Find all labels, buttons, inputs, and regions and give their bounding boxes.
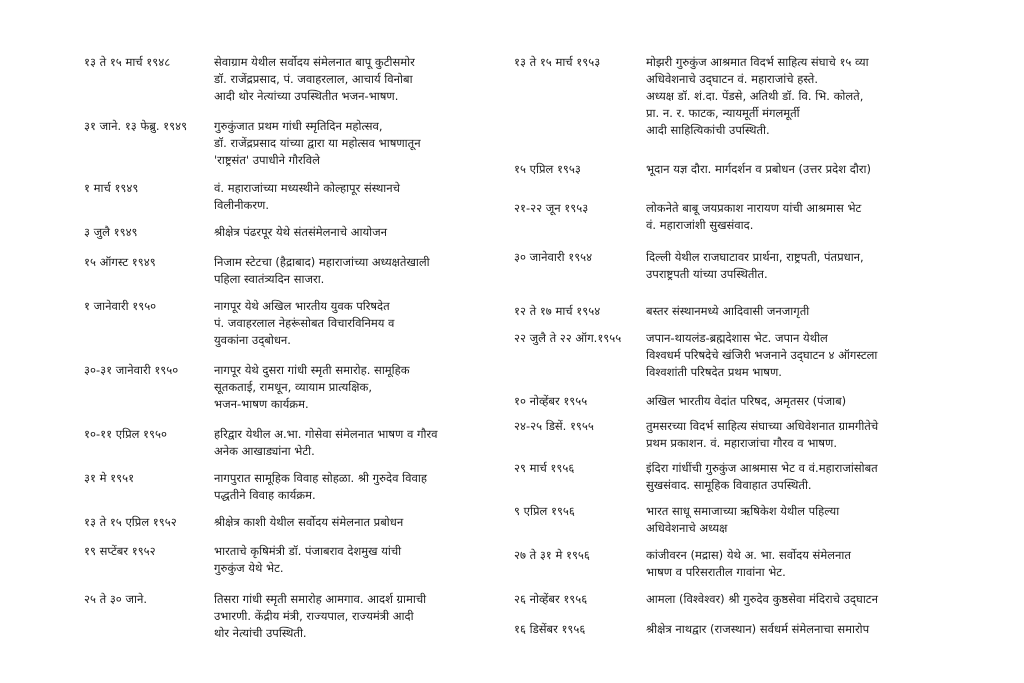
entry-date: २७ ते ३१ मे १९५६ bbox=[514, 548, 590, 562]
entry-description bbox=[646, 591, 878, 608]
description-line: आदी थोर नेत्यांच्या उपस्थितीत भजन-भाषण. bbox=[214, 89, 399, 103]
description-line: लोकनेते बाबू जयप्रकाश नारायण यांची आश्रमास भेट bbox=[646, 201, 862, 215]
entry-date: ३० जानेवारी १९५४ bbox=[514, 250, 593, 264]
entry-description bbox=[214, 180, 400, 214]
description-line: प्रा. न. र. फाटक, न्यायमूर्ती मंगलमूर्ती bbox=[646, 106, 800, 120]
entry-date: १० नोव्हेंबर १९५५ bbox=[514, 394, 588, 408]
description-line: श्रीक्षेत्र नाथद्वार (राजस्थान) सर्वधर्म संमेलनाचा समारोप bbox=[646, 622, 870, 636]
entry-description bbox=[214, 514, 403, 531]
entry-date: १३ ते १५ एप्रिल १९५२ bbox=[84, 515, 177, 529]
entry-date: १२ ते १७ मार्च १९५४ bbox=[514, 304, 601, 318]
description-line: भजन-भाषण कार्यक्रम. bbox=[214, 397, 309, 411]
entry-date: ३१ मे १९५१ bbox=[84, 471, 135, 485]
entry-date: १ जानेवारी १९५० bbox=[84, 299, 157, 313]
description-line: श्रीक्षेत्र काशी येथील सर्वोदय संमेलनात प्रबोधन bbox=[214, 515, 404, 529]
entry-description bbox=[214, 426, 438, 460]
description-line: अधिवेशनाचे उद्‌घाटन वं. महाराजांचे हस्ते. bbox=[646, 72, 818, 86]
description-line: अनेक आखाड्यांना भेटी. bbox=[214, 444, 315, 458]
entry-date: ३०-३१ जानेवारी १९५० bbox=[84, 363, 179, 377]
description-line: डॉ. राजेंद्रप्रसाद, पं. जवाहरलाल, आचार्य विनोबा bbox=[214, 72, 413, 86]
description-line: तुमसरच्या विदर्भ साहित्य संघाच्या अधिवेशनात ग्रामगीतेचे bbox=[646, 419, 879, 433]
entry-date: ३ जुलै १९४९ bbox=[84, 225, 138, 239]
description-line: अखिल भारतीय वेदांत परिषद, अमृतसर (पंजाब) bbox=[646, 394, 847, 408]
description-line: आमला (विश्वेश्वर) श्री गुरुदेव कुष्ठसेवा मंदिराचे उद्‌घाटन bbox=[646, 592, 878, 606]
description-line: अधिवेशनाचे अध्यक्ष bbox=[646, 521, 728, 535]
entry-description bbox=[214, 298, 394, 349]
description-line: पद्धतीने विवाह कार्यक्रम. bbox=[214, 488, 316, 502]
description-line: विश्वशांती परिषदेत प्रथम भाषण. bbox=[646, 365, 782, 379]
entry-date: १५ एप्रिल १९५३ bbox=[514, 162, 581, 176]
description-line: थोर नेत्यांची उपस्थिती. bbox=[214, 626, 307, 640]
description-line: सूतकताई, रामधून, व्यायाम प्रात्यक्षिक, bbox=[214, 380, 372, 394]
entry-description bbox=[214, 470, 427, 504]
description-line: गुरुकुंज येथे भेट. bbox=[214, 561, 284, 575]
description-line: युवकांना उद्‌बोधन. bbox=[214, 333, 291, 347]
entry-date: १ मार्च १९४९ bbox=[84, 181, 139, 195]
description-line: इंदिरा गांधींची गुरुकुंज आश्रमास भेट व वं.महाराजांसोबत bbox=[646, 461, 878, 475]
entry-description bbox=[646, 249, 864, 283]
entry-description bbox=[646, 330, 877, 381]
description-line: नागपुरात सामूहिक विवाह सोहळा. श्री गुरुदेव विवाह bbox=[214, 471, 427, 485]
entry-description bbox=[646, 200, 861, 234]
description-line: गुरुकुंजात प्रथम गांधी स्मृतिदिन महोत्सव, bbox=[214, 119, 383, 133]
entry-date: २१-२२ जून १९५३ bbox=[514, 201, 589, 215]
description-line: उपराष्ट्रपती यांच्या उपस्थितीत. bbox=[646, 267, 768, 281]
description-line: निजाम स्टेटचा (हैद्राबाद) महाराजांच्या अध्यक्षतेखाली bbox=[214, 255, 430, 269]
description-line: मोझरी गुरुकुंज आश्रमात विदर्भ साहित्य संघाचे १५ व्या bbox=[646, 55, 869, 69]
description-line: वं. महाराजांशी सुखसंवाद. bbox=[646, 218, 754, 232]
entry-description bbox=[646, 393, 846, 410]
entry-description bbox=[214, 591, 426, 642]
description-line: दिल्ली येथील राजघाटावर प्रार्थना, राष्ट्रपती, पंतप्रधान, bbox=[646, 250, 864, 264]
description-line: डॉ. राजेंद्रप्रसाद यांच्या द्वारा या महोत्सव भाषणातून bbox=[214, 136, 421, 150]
description-line: विलीनीकरण. bbox=[214, 198, 270, 212]
entry-date: २२ जुलै ते २२ ऑग.१९५५ bbox=[514, 331, 622, 345]
description-line: उभारणी. केंद्रीय मंत्री, राज्यपाल, राज्यमंत्री आदी bbox=[214, 609, 414, 623]
entry-description bbox=[214, 543, 401, 577]
description-line: हरिद्वार येथील अ.भा. गोसेवा संमेलनात भाषण व गौरव bbox=[214, 427, 438, 441]
entry-description bbox=[214, 362, 410, 413]
entry-date: १९ सप्टेंबर १९५२ bbox=[84, 544, 156, 558]
description-line: नागपूर येथे अखिल भारतीय युवक परिषदेत bbox=[214, 299, 390, 313]
entry-description bbox=[214, 224, 387, 241]
entry-description bbox=[646, 303, 809, 320]
description-line: जपान-थायलंड-ब्रह्मदेशास भेट. जपान येथील bbox=[646, 331, 828, 345]
description-line: वं. महाराजांच्या मध्यस्थीने कोल्हापूर संस्थानचे bbox=[214, 181, 400, 195]
description-line: भाषण व परिसरातील गावांना भेट. bbox=[646, 565, 786, 579]
entry-description bbox=[646, 621, 869, 638]
entry-date: १३ ते १५ मार्च १९५३ bbox=[514, 55, 601, 69]
entry-date: १६ डिसेंबर १९५६ bbox=[514, 622, 586, 636]
description-line: अध्यक्ष डॉ. शं.दा. पेंडसे, अतिथी डॉ. वि. भि. कोलते, bbox=[646, 89, 864, 103]
entry-description bbox=[214, 54, 415, 105]
description-line: भारत साधू समाजाच्या ऋषिकेश येथील पहिल्या bbox=[646, 504, 840, 518]
description-line: बस्तर संस्थानमध्ये आदिवासी जनजागृती bbox=[646, 304, 810, 318]
description-line: श्रीक्षेत्र पंढरपूर येथे संतसंमेलनाचे आयोजन bbox=[214, 225, 388, 239]
entry-date: १५ ऑगस्ट १९४९ bbox=[84, 255, 156, 269]
entry-date: १०-११ एप्रिल १९५० bbox=[84, 427, 167, 441]
description-line: कांजीवरन (मद्रास) येथे अ. भा. सर्वोदय संमेलनात bbox=[646, 548, 851, 562]
entry-description bbox=[646, 547, 851, 581]
entry-date: २४-२५ डिसें. १९५५ bbox=[514, 419, 594, 433]
description-line: तिसरा गांधी स्मृती समारोह आमगाव. आदर्श ग्रामाची bbox=[214, 592, 427, 606]
description-line: भारताचे कृषिमंत्री डॉ. पंजाबराव देशमुख यांची bbox=[214, 544, 402, 558]
entry-description bbox=[646, 503, 839, 537]
entry-date: २६ नोव्हेंबर १९५६ bbox=[514, 592, 588, 606]
description-line: पहिला स्वातंत्र्यदिन साजरा. bbox=[214, 272, 325, 286]
entry-description bbox=[214, 254, 430, 288]
entry-date: ३१ जाने. १३ फेब्रु. १९४९ bbox=[84, 119, 188, 133]
entry-date: ९ एप्रिल १९५६ bbox=[514, 504, 575, 518]
description-line: आदी साहित्यिकांची उपस्थिती. bbox=[646, 123, 770, 137]
description-line: प्रथम प्रकाशन. वं. महाराजांचा गौरव व भाषण. bbox=[646, 436, 838, 450]
entry-description bbox=[646, 161, 871, 178]
description-line: नागपूर येथे दुसरा गांधी स्मृती समारोह. सामूहिक bbox=[214, 363, 410, 377]
entry-date: २५ ते ३० जाने. bbox=[84, 592, 147, 606]
entry-description bbox=[214, 118, 421, 169]
description-line: सुखसंवाद. सामूहिक विवाहात उपस्थिती. bbox=[646, 478, 812, 492]
description-line: 'राष्ट्रसंत' उपाधीने गौरविले bbox=[214, 153, 320, 167]
description-line: सेवाग्राम येथील सर्वोदय संमेलनात बापू कुटीसमोर bbox=[214, 55, 415, 69]
description-line: भूदान यज्ञ दौरा. मार्गदर्शन व प्रबोधन (उत्तर प्रदेश दौरा) bbox=[646, 162, 871, 176]
entry-date: १३ ते १५ मार्च १९४८ bbox=[84, 55, 171, 69]
entry-date: २९ मार्च १९५६ bbox=[514, 461, 575, 475]
entry-description bbox=[646, 418, 878, 452]
description-line: पं. जवाहरलाल नेहरूंसोबत विचारविनिमय व bbox=[214, 316, 395, 330]
entry-description bbox=[646, 54, 869, 139]
description-line: विश्वधर्म परिषदेचे खंजिरी भजनाने उद्‌घाटन ४ ऑगस्टला bbox=[646, 348, 878, 362]
entry-description bbox=[646, 460, 878, 494]
